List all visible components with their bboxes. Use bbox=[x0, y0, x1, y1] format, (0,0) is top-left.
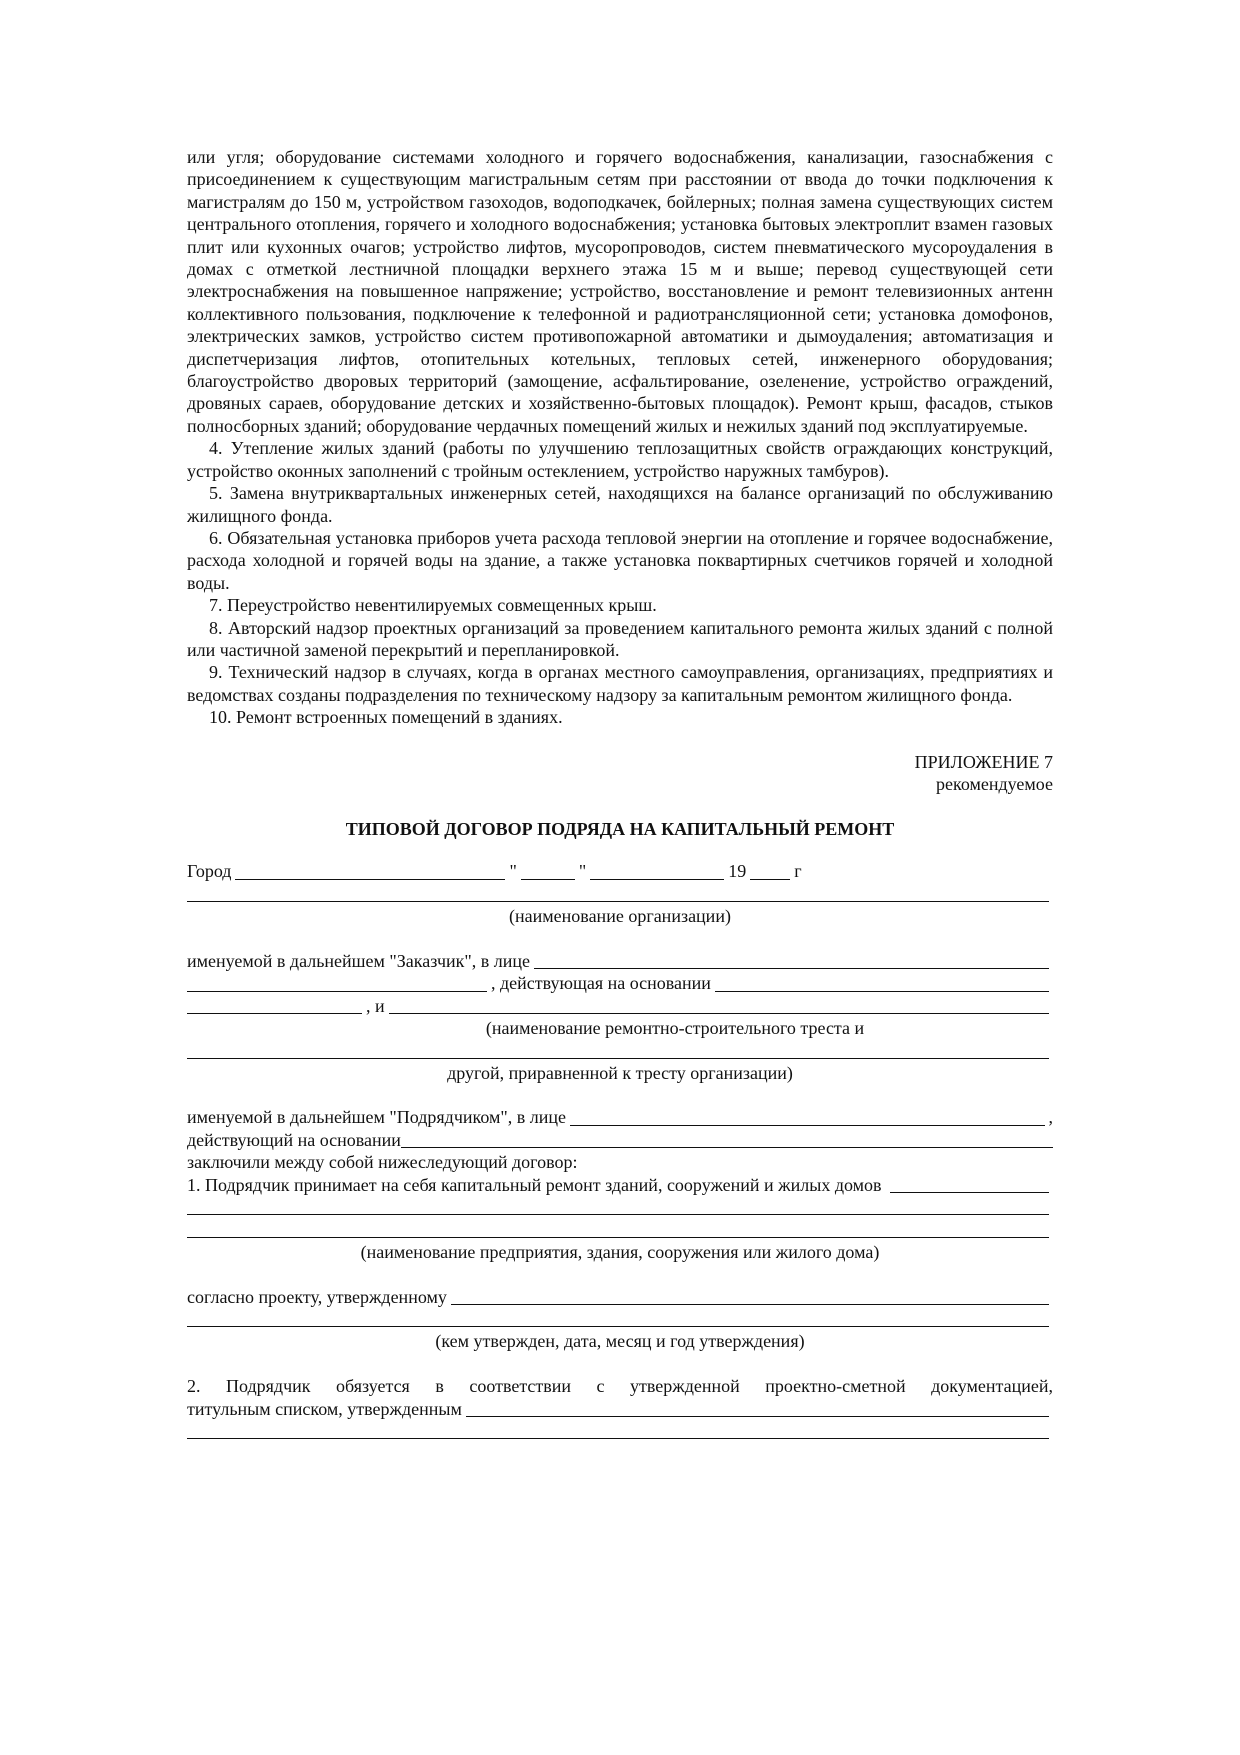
list-item: 10. Ремонт встроенных помещений в зданиях. bbox=[209, 707, 563, 728]
title-list-field[interactable] bbox=[466, 1399, 1049, 1417]
caption: (кем утвержден, дата, месяц и год утверждения) bbox=[435, 1331, 805, 1352]
title-list-field-2[interactable] bbox=[187, 1421, 1049, 1439]
contractor-rep-field[interactable] bbox=[570, 1108, 1045, 1126]
customer-basis-field-2[interactable] bbox=[187, 996, 362, 1014]
day-field[interactable] bbox=[521, 862, 575, 880]
year-suffix: г bbox=[794, 861, 802, 882]
clause-2: 2. Подрядчик обязуется в соответствии с утвержденной проектно-сметной документацией, bbox=[187, 1376, 1053, 1397]
appendix-label: ПРИЛОЖЕНИЕ 7 bbox=[914, 751, 1053, 772]
concluded-text: заключили между собой нижеследующий договор: bbox=[187, 1152, 578, 1173]
list-item: 5. Замена внутриквартальных инженерных сетей, находящихся на балансе организаций по обслуживанию жилищного фонда. bbox=[187, 483, 1053, 526]
contractor-basis-field[interactable] bbox=[401, 1130, 1053, 1148]
project-approver-field-2[interactable] bbox=[187, 1309, 1049, 1327]
organization-field[interactable] bbox=[187, 884, 1049, 902]
city-label: Город bbox=[187, 861, 232, 882]
contract-title: ТИПОВОЙ ДОГОВОР ПОДРЯДА НА КАПИТАЛЬНЫЙ РЕМОНТ bbox=[345, 818, 895, 839]
object-field[interactable] bbox=[890, 1175, 1049, 1193]
contractor-name-field-2[interactable] bbox=[187, 1041, 1049, 1059]
comma: , bbox=[1048, 1107, 1053, 1128]
paragraph-continuation: или угля; оборудование системами холодного и горячего водоснабжения, канализации, газоснабжения с присоединением к существующим магистральным сетям при расстоянии от ввода до точки подключения к магистралям до 150 м, устройством газоходов, водоподкачек, бойлерных; полная замена существующих систем центрального отопления, горячего и холодного водоснабжения; установка бытовых электроплит взамен газовых плит или кухонных очагов; устройство лифтов, мусоропроводов, систем пневматического мусороудаления в домах с отметкой лестничной площадки верхнего этажа 15 м и выше; перевод существующей сети электроснабжения на повышенное напряжение; устройство, восстановление и ремонт телевизионных антенн коллективного пользования, подключение к телефонной и радиотрансляционной сети; установка домофонов, электрических замков, устройство систем противопожарной автоматики и дымоудаления; автоматизация и диспетчеризация лифтов, отопительных котельных, тепловых сетей, инженерного оборудования; благоустройство дворовых территорий (замощение, асфальтирование, озеленение, устройство ограждений, дровяных сараев, оборудование детских и хозяйственно-бытовых площадок). Ремонт крыш, фасадов, стыков полносборных зданий; оборудование чердачных помещений жилых и нежилых зданий под эксплуатируемые. bbox=[187, 147, 1053, 436]
document-page bbox=[187, 146, 1053, 1442]
object-field-2[interactable] bbox=[187, 1197, 1049, 1215]
customer-label: именуемой в дальнейшем "Заказчик", в лице bbox=[187, 950, 530, 971]
customer-basis-field[interactable] bbox=[715, 974, 1049, 992]
acting-basis-label: , действующая на основании bbox=[491, 973, 711, 994]
caption: (наименование организации) bbox=[509, 905, 731, 926]
appendix-status: рекомендуемое bbox=[936, 774, 1053, 795]
acting-basis-label-2: действующий на основании bbox=[187, 1129, 401, 1150]
contractor-label: именуемой в дальнейшем "Подрядчиком", в лице bbox=[187, 1107, 566, 1128]
quote-mark: " bbox=[509, 861, 517, 882]
caption: (наименование предприятия, здания, сооружения или жилого дома) bbox=[360, 1241, 880, 1262]
year-prefix: 19 bbox=[728, 861, 747, 882]
clause-1: 1. Подрядчик принимает на себя капитальный ремонт зданий, сооружений и жилых домов bbox=[187, 1174, 882, 1195]
project-label: согласно проекту, утвержденному bbox=[187, 1286, 447, 1307]
city-date-line bbox=[187, 860, 1053, 882]
city-field[interactable] bbox=[235, 862, 505, 880]
list-item: 8. Авторский надзор проектных организаций за проведением капитального ремонта жилых зданий с полной или частичной заменой перекрытий и перепланировкой. bbox=[187, 617, 1053, 660]
list-item: 7. Переустройство невентилируемых совмещенных крыш. bbox=[209, 595, 657, 616]
project-approver-field[interactable] bbox=[451, 1287, 1049, 1305]
customer-rep-field-2[interactable] bbox=[187, 974, 487, 992]
contractor-name-field[interactable] bbox=[389, 996, 1049, 1014]
month-field[interactable] bbox=[590, 862, 724, 880]
year-field[interactable] bbox=[750, 862, 790, 880]
object-field-3[interactable] bbox=[187, 1220, 1049, 1238]
list-item: 9. Технический надзор в случаях, когда в органах местного самоуправления, организациях, предприятиях и ведомствах созданы подразделения по техническому надзору за капитальным ремонтом жилищного фонда. bbox=[187, 662, 1053, 705]
quote-mark: " bbox=[578, 861, 587, 882]
title-list-label: титульным списком, утвержденным bbox=[187, 1398, 462, 1419]
customer-rep-field[interactable] bbox=[534, 951, 1049, 969]
and-label: , и bbox=[366, 995, 385, 1016]
list-item: 4. Утепление жилых зданий (работы по улучшению теплозащитных свойств ограждающих конструкций, устройство оконных заполнений с тройным остеклением, устройство наружных тамбуров). bbox=[187, 438, 1053, 481]
caption: другой, приравненной к тресту организации) bbox=[447, 1062, 793, 1083]
caption: (наименование ремонтно-строительного треста и bbox=[485, 1017, 865, 1038]
list-item: 6. Обязательная установка приборов учета расхода тепловой энергии на отопление и горячее водоснабжение, расхода холодной и горячей воды на здание, а также установка поквартирных счетчиков горячей и холодной воды. bbox=[187, 527, 1053, 593]
